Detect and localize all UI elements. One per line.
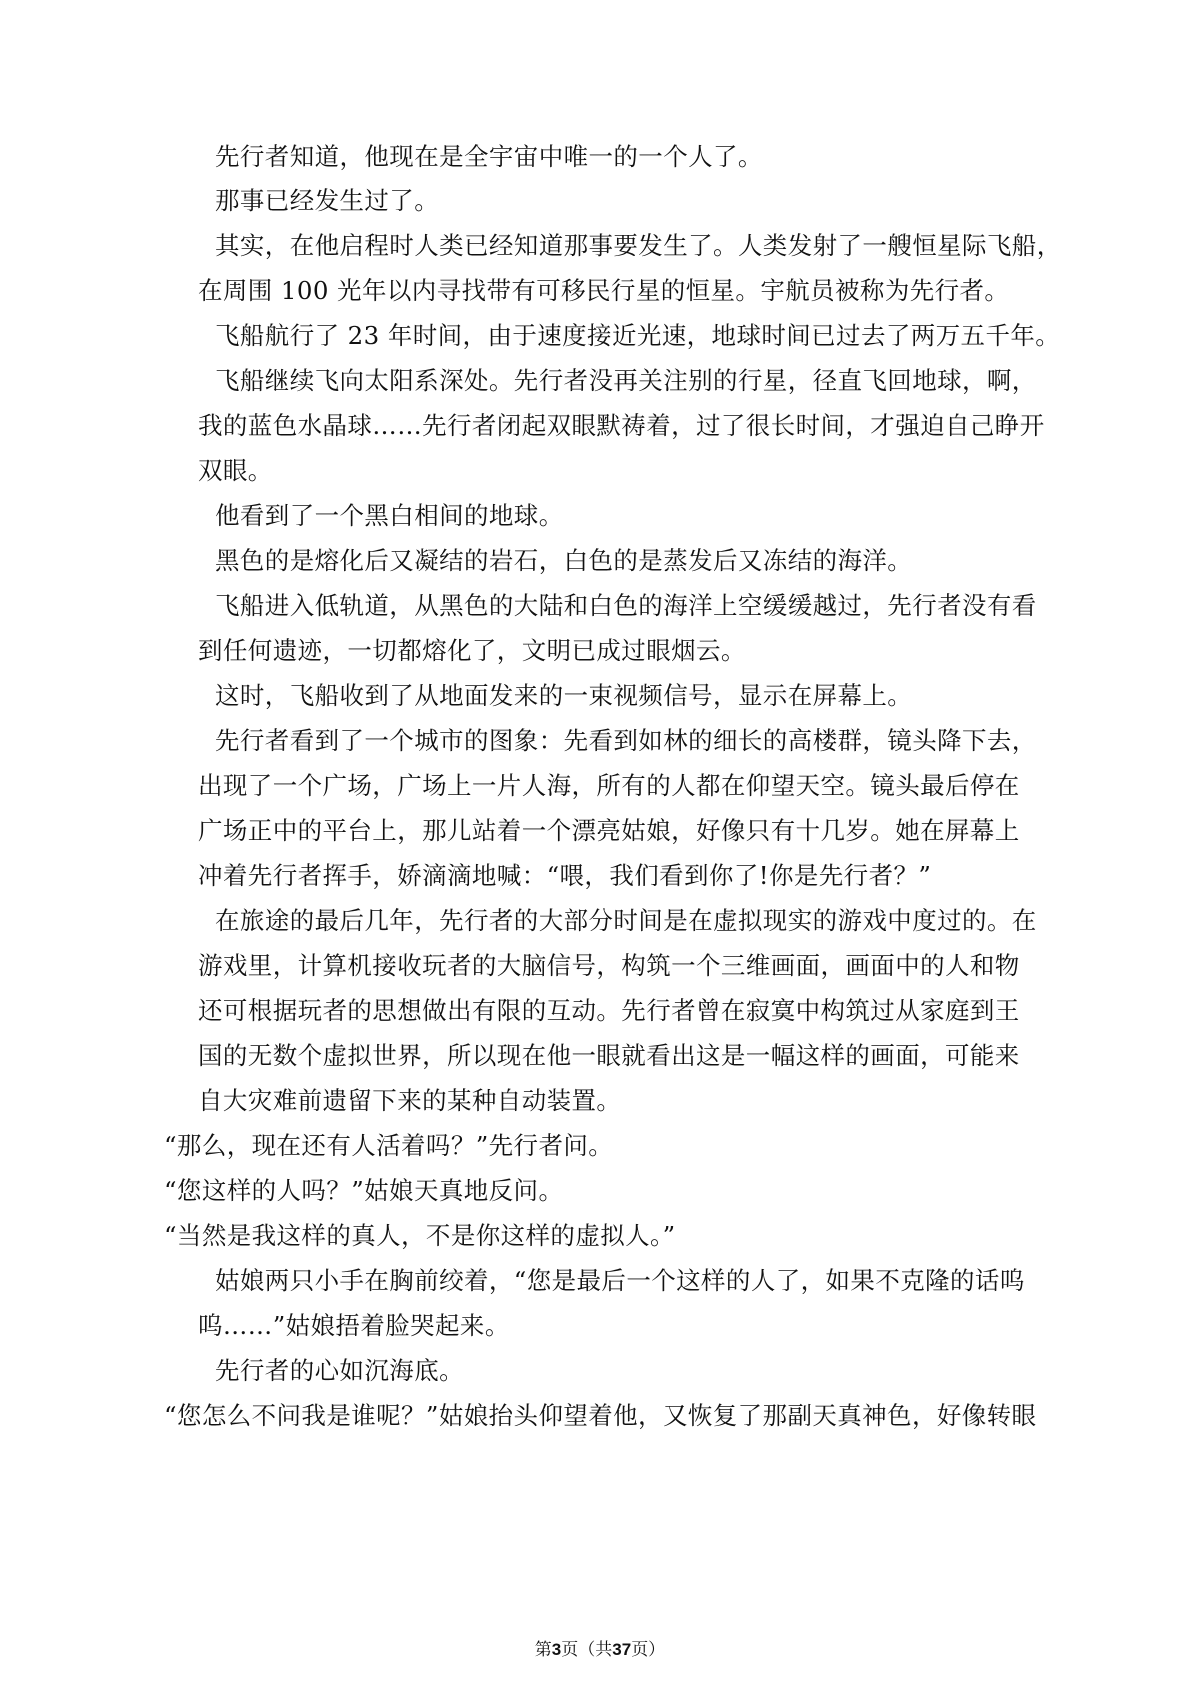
text-line: 游戏里，计算机接收玩者的大脑信号，构筑一个三维画面，画面中的人和物 (198, 951, 1020, 980)
footer-middle: 页（共 (561, 1640, 613, 1660)
text-line: 这时，飞船收到了从地面发来的一束视频信号，显示在屏幕上。 (215, 681, 913, 710)
current-page-number: 3 (551, 1640, 562, 1659)
text-line: “当然是我这样的真人，不是你这样的虚拟人。” (164, 1221, 676, 1250)
text-line: 双眼。 (198, 456, 273, 485)
footer-prefix: 第 (534, 1640, 552, 1660)
text-line: 他看到了一个黑白相间的地球。 (215, 501, 564, 530)
text-line: 冲着先行者挥手，娇滴滴地喊：“喂，我们看到你了!你是先行者？” (198, 861, 932, 890)
text-line: 国的无数个虚拟世界，所以现在他一眼就看出这是一幅这样的画面，可能来 (198, 1041, 1020, 1070)
text-line: 飞船继续飞向太阳系深处。先行者没再关注别的行星，径直飞回地球，啊， (215, 366, 1037, 395)
text-line: 自大灾难前遗留下来的某种自动装置。 (198, 1086, 622, 1115)
text-line: 姑娘两只小手在胸前绞着，“您是最后一个这样的人了，如果不克隆的话呜 (215, 1266, 1025, 1295)
text-line: 还可根据玩者的思想做出有限的互动。先行者曾在寂寞中构筑过从家庭到王 (198, 996, 1020, 1025)
text-line: 先行者的心如沉海底。 (215, 1356, 464, 1385)
text-line: 先行者看到了一个城市的图象：先看到如林的细长的高楼群，镜头降下去， (215, 726, 1037, 755)
text-line: 飞船航行了 23 年时间，由于速度接近光速，地球时间已过去了两万五千年。 (215, 321, 1061, 350)
footer-suffix: 页） (631, 1640, 666, 1660)
text-line: “那么，现在还有人活着吗？”先行者问。 (164, 1131, 614, 1160)
text-line: 那事已经发生过了。 (215, 186, 440, 215)
text-line: 出现了一个广场，广场上一片人海，所有的人都在仰望天空。镜头最后停在 (198, 771, 1020, 800)
page-footer (0, 1638, 1200, 1662)
text-line: 黑色的是熔化后又凝结的岩石，白色的是蒸发后又冻结的海洋。 (215, 546, 913, 575)
text-line: 广场正中的平台上，那儿站着一个漂亮姑娘，好像只有十几岁。她在屏幕上 (198, 816, 1020, 845)
text-line: 在周围 100 光年以内寻找带有可移民行星的恒星。宇航员被称为先行者。 (198, 276, 1010, 305)
text-line: 飞船进入低轨道，从黑色的大陆和白色的海洋上空缓缓越过，先行者没有看 (215, 591, 1037, 620)
text-line: 在旅途的最后几年，先行者的大部分时间是在虚拟现实的游戏中度过的。在 (215, 906, 1037, 935)
text-line: 其实，在他启程时人类已经知道那事要发生了。人类发射了一艘恒星际飞船， (215, 231, 1062, 260)
text-line: 我的蓝色水晶球……先行者闭起双眼默祷着，过了很长时间，才强迫自己睁开 (198, 411, 1045, 440)
total-pages-number: 37 (612, 1640, 632, 1659)
text-line: “您这样的人吗？”姑娘天真地反问。 (164, 1176, 564, 1205)
text-line: “您怎么不问我是谁呢？”姑娘抬头仰望着他，又恢复了那副天真神色，好像转眼 (164, 1401, 1037, 1430)
text-line: 呜……”姑娘捂着脸哭起来。 (198, 1311, 510, 1340)
text-line: 到任何遗迹，一切都熔化了，文明已成过眼烟云。 (198, 636, 746, 665)
text-line: 先行者知道，他现在是全宇宙中唯一的一个人了。 (215, 142, 763, 171)
